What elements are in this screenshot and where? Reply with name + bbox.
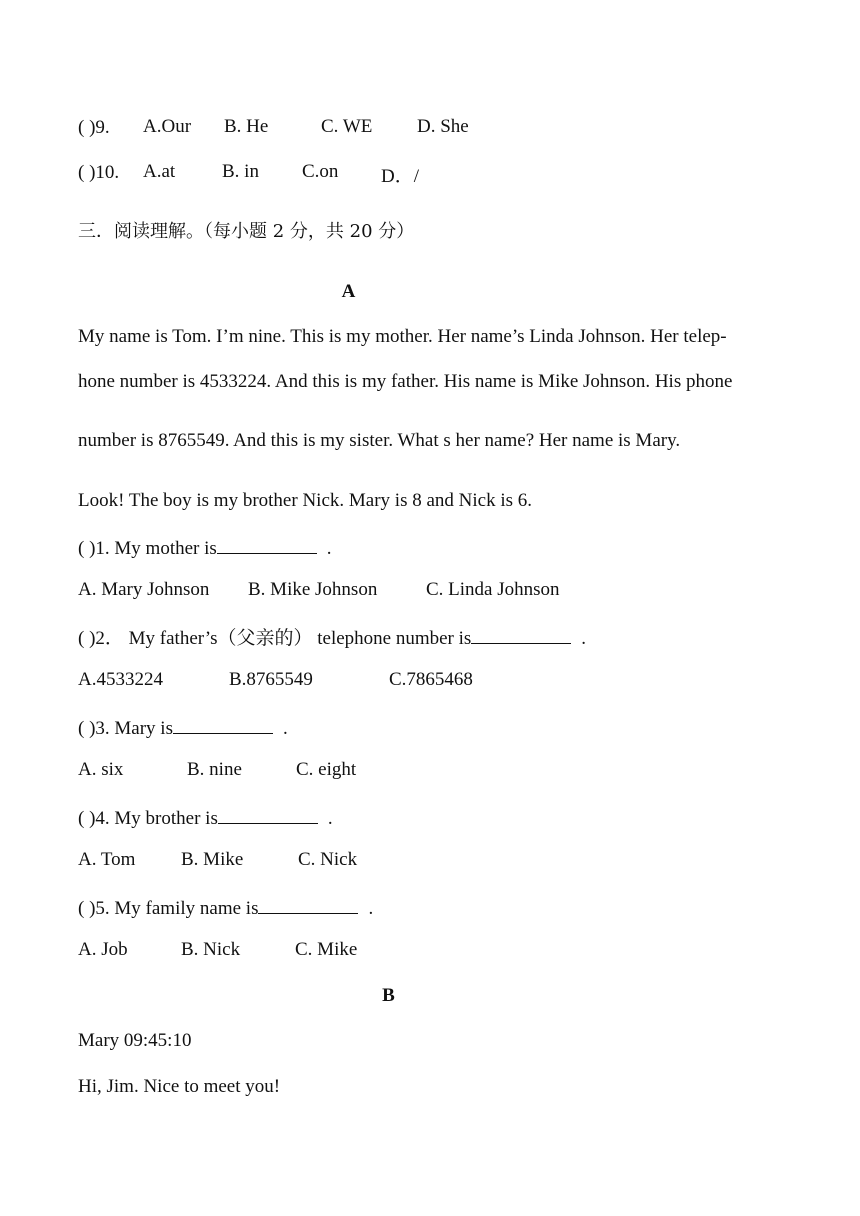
option-a: A. Tom <box>78 849 136 870</box>
question-5 <box>78 894 373 921</box>
option-b: B. nine <box>187 759 242 780</box>
passage-b-title: B <box>382 985 395 1006</box>
option-a: A.Our <box>143 116 192 137</box>
question-4 <box>78 804 333 831</box>
question-stem: ( )1. My mother is <box>78 538 217 559</box>
answer-blank <box>217 534 317 554</box>
question-end: . <box>326 538 332 559</box>
question-1 <box>78 534 332 561</box>
question-end: . <box>282 718 288 739</box>
option-c: C. Linda Johnson <box>426 579 560 600</box>
chat-header: Mary 09:45:10 <box>78 1030 192 1051</box>
option-c: C. eight <box>296 759 357 780</box>
section-heading: 三．阅读理解。（每小题 2 分，共 20 分） <box>78 221 415 242</box>
question-10 <box>78 161 119 185</box>
option-c: C. Nick <box>298 849 358 870</box>
option-c: C. Mike <box>295 939 358 960</box>
chat-message: Hi, Jim. Nice to meet you! <box>78 1076 281 1097</box>
question-end: . <box>368 898 374 919</box>
option-b: B. in <box>222 161 259 182</box>
passage-a-line: Look! The boy is my brother Nick. Mary is 8 and Nick is 6. <box>78 490 532 511</box>
question-stem: ( )5. My family name is <box>78 898 259 919</box>
option-a: A. Job <box>78 939 128 960</box>
question-end: . <box>581 628 587 649</box>
option-c: C.on <box>302 161 339 182</box>
question-prefix: ( )9. <box>78 117 110 138</box>
option-a: A.at <box>143 161 176 182</box>
answer-blank <box>258 894 358 914</box>
option-b: B. Nick <box>181 939 241 960</box>
question-stem: ( )2． My father’s（父亲的） telephone number is <box>78 628 472 649</box>
question-stem: ( )3. Mary is <box>78 718 173 739</box>
option-b: B. He <box>224 116 269 137</box>
question-end: . <box>327 808 333 829</box>
answer-blank <box>218 804 318 824</box>
question-9 <box>78 116 110 140</box>
passage-a-line: My name is Tom. I’m nine. This is my mother. Her name’s Linda Johnson. Her telep- <box>78 326 727 347</box>
passage-a-line: hone number is 4533224. And this is my father. His name is Mike Johnson. His phone <box>78 371 733 392</box>
option-a: A. six <box>78 759 124 780</box>
question-3 <box>78 714 288 741</box>
question-stem: ( )4. My brother is <box>78 808 218 829</box>
option-c: C. WE <box>321 116 373 137</box>
option-d: D. She <box>417 116 469 137</box>
option-b: B.8765549 <box>229 669 313 690</box>
option-a: A. Mary Johnson <box>78 579 210 600</box>
passage-a-title: A <box>341 281 356 302</box>
question-prefix: ( )10. <box>78 162 120 183</box>
passage-a-line: number is 8765549. And this is my sister. What s her name? Her name is Mary. <box>78 430 681 451</box>
option-d: D．/ <box>381 166 420 187</box>
question-2 <box>78 624 586 651</box>
option-b: B. Mike Johnson <box>248 579 378 600</box>
option-c: C.7865468 <box>389 669 473 690</box>
answer-blank <box>471 624 571 644</box>
answer-blank <box>173 714 273 734</box>
option-b: B. Mike <box>181 849 244 870</box>
option-a: A.4533224 <box>78 669 163 690</box>
